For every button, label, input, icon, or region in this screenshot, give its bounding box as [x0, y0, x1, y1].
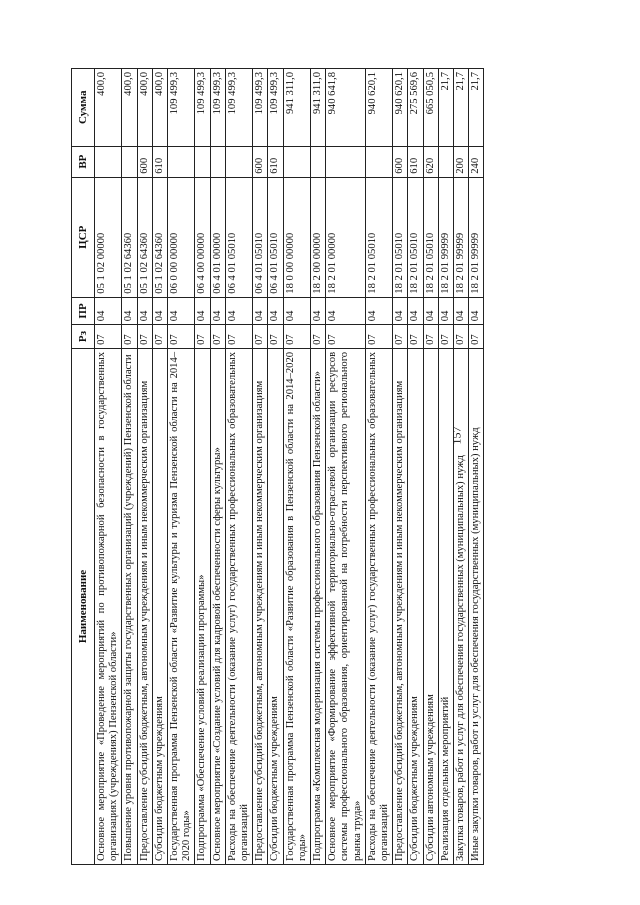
cell-sum: 21,7 [469, 69, 484, 147]
cell-vr [326, 146, 366, 177]
cell-name: Предоставление субсидий бюджетным, автономным учреждениям и иным некоммерческим организациям [393, 348, 408, 864]
cell-csr: 18 2 01 00000 [326, 177, 366, 297]
cell-vr [283, 146, 310, 177]
table-row [393, 69, 408, 865]
cell-sum: 275 569,6 [408, 69, 423, 147]
cell-pr: 04 [454, 297, 469, 324]
cell-csr: 05 1 02 64360 [122, 177, 137, 297]
cell-vr: 600 [137, 146, 152, 177]
cell-vr [210, 146, 225, 177]
table-header-row [72, 69, 95, 865]
cell-pr: 04 [95, 297, 122, 324]
cell-sum: 109 499,3 [168, 69, 195, 147]
cell-vr [195, 146, 210, 177]
cell-sum: 400,0 [122, 69, 137, 147]
cell-sum: 941 311,0 [311, 69, 326, 147]
cell-csr: 18 2 01 99999 [454, 177, 469, 297]
cell-name: Иные закупки товаров, работ и услуг для обеспечения государственных (муниципальных) нужд [469, 348, 484, 864]
cell-pr: 04 [326, 297, 366, 324]
cell-pr: 04 [423, 297, 438, 324]
cell-vr [365, 146, 392, 177]
cell-csr: 18 2 01 05010 [423, 177, 438, 297]
cell-rz: 07 [195, 325, 210, 349]
cell-pr: 04 [253, 297, 268, 324]
cell-name: Субсидии автономным учреждениям [423, 348, 438, 864]
cell-pr: 04 [393, 297, 408, 324]
cell-sum: 109 499,3 [225, 69, 252, 147]
table-row [469, 69, 484, 865]
table-row [195, 69, 210, 865]
cell-sum: 109 499,3 [268, 69, 283, 147]
cell-csr: 05 1 02 64360 [152, 177, 167, 297]
cell-vr: 200 [454, 146, 469, 177]
table-row [137, 69, 152, 865]
header-vr: ВР [72, 146, 95, 177]
cell-pr: 04 [137, 297, 152, 324]
cell-name: Основное мероприятие «Формирование эффективной территориально-отраслевой организации ресурсов системы профессионального образования, ориентированной на потребности перспективного регионального рынка труда» [326, 348, 366, 864]
cell-sum: 400,0 [152, 69, 167, 147]
cell-sum: 109 499,3 [253, 69, 268, 147]
cell-rz: 07 [311, 325, 326, 349]
cell-name: Закупка товаров, работ и услуг для обеспечения государственных (муниципальных) нужд [454, 348, 469, 864]
cell-csr: 18 2 01 05010 [393, 177, 408, 297]
cell-rz: 07 [469, 325, 484, 349]
cell-name: Государственная программа Пензенской области «Развитие культуры и туризма Пензенской области на 2014–2020 годы» [168, 348, 195, 864]
table-row [283, 69, 310, 865]
table-row [326, 69, 366, 865]
cell-rz: 07 [454, 325, 469, 349]
cell-sum: 109 499,3 [210, 69, 225, 147]
cell-vr [311, 146, 326, 177]
table-row [423, 69, 438, 865]
cell-pr: 04 [438, 297, 453, 324]
cell-rz: 07 [365, 325, 392, 349]
header-name: Наименование [72, 348, 95, 864]
cell-rz: 07 [393, 325, 408, 349]
table-row [152, 69, 167, 865]
cell-sum: 109 499,3 [195, 69, 210, 147]
table-row [454, 69, 469, 865]
table-row [168, 69, 195, 865]
table-body [95, 69, 484, 865]
cell-rz: 07 [137, 325, 152, 349]
cell-vr: 600 [393, 146, 408, 177]
cell-name: Субсидии бюджетным учреждениям [152, 348, 167, 864]
cell-pr: 04 [122, 297, 137, 324]
cell-name: Подпрограмма «Обеспечение условий реализации программы» [195, 348, 210, 864]
table-row [408, 69, 423, 865]
cell-csr: 06 4 01 05010 [268, 177, 283, 297]
cell-csr: 06 4 01 05010 [225, 177, 252, 297]
cell-csr: 18 2 01 99999 [438, 177, 453, 297]
cell-csr: 05 1 02 00000 [95, 177, 122, 297]
cell-csr: 18 2 00 00000 [311, 177, 326, 297]
cell-vr [438, 146, 453, 177]
cell-vr [122, 146, 137, 177]
cell-sum: 400,0 [137, 69, 152, 147]
cell-sum: 21,7 [454, 69, 469, 147]
cell-rz: 07 [326, 325, 366, 349]
cell-csr: 06 0 00 00000 [168, 177, 195, 297]
table-row [438, 69, 453, 865]
cell-vr: 620 [423, 146, 438, 177]
cell-rz: 07 [152, 325, 167, 349]
cell-csr: 18 2 01 05010 [365, 177, 392, 297]
cell-pr: 04 [268, 297, 283, 324]
budget-table-container [71, 68, 564, 865]
table-row [95, 69, 122, 865]
cell-rz: 07 [283, 325, 310, 349]
cell-sum: 941 311,0 [283, 69, 310, 147]
cell-csr: 18 2 01 99999 [469, 177, 484, 297]
cell-pr: 04 [408, 297, 423, 324]
cell-name: Повышение уровня противопожарной защиты государственных организаций (учреждений) Пензенской области [122, 348, 137, 864]
cell-sum: 940 620,1 [365, 69, 392, 147]
cell-pr: 04 [469, 297, 484, 324]
cell-sum: 940 641,8 [326, 69, 366, 147]
cell-rz: 07 [253, 325, 268, 349]
cell-name: Основное мероприятие «Создание условий для кадровой обеспеченности сферы культуры» [210, 348, 225, 864]
cell-pr: 04 [365, 297, 392, 324]
cell-name: Предоставление субсидий бюджетным, автономным учреждениям и иным некоммерческим организациям [253, 348, 268, 864]
cell-rz: 07 [225, 325, 252, 349]
cell-pr: 04 [283, 297, 310, 324]
cell-pr: 04 [195, 297, 210, 324]
cell-name: Субсидии бюджетным учреждениям [268, 348, 283, 864]
cell-csr: 18 2 01 05010 [408, 177, 423, 297]
cell-vr: 610 [268, 146, 283, 177]
cell-sum: 400,0 [95, 69, 122, 147]
header-rz: Рз [72, 325, 95, 349]
cell-vr: 610 [408, 146, 423, 177]
cell-csr: 18 0 00 00000 [283, 177, 310, 297]
table-row [210, 69, 225, 865]
page-number: 157 [449, 426, 464, 445]
cell-vr [225, 146, 252, 177]
cell-vr: 240 [469, 146, 484, 177]
table-row [365, 69, 392, 865]
cell-rz: 07 [95, 325, 122, 349]
cell-vr: 610 [152, 146, 167, 177]
table-row [268, 69, 283, 865]
cell-pr: 04 [168, 297, 195, 324]
cell-pr: 04 [210, 297, 225, 324]
table-row [311, 69, 326, 865]
table-row [122, 69, 137, 865]
cell-vr: 600 [253, 146, 268, 177]
cell-sum: 21,7 [438, 69, 453, 147]
table-row [225, 69, 252, 865]
cell-pr: 04 [152, 297, 167, 324]
header-csr: ЦСР [72, 177, 95, 297]
cell-sum: 940 620,1 [393, 69, 408, 147]
cell-rz: 07 [122, 325, 137, 349]
cell-rz: 07 [268, 325, 283, 349]
cell-rz: 07 [423, 325, 438, 349]
cell-pr: 04 [225, 297, 252, 324]
header-pr: ПР [72, 297, 95, 324]
cell-rz: 07 [438, 325, 453, 349]
cell-vr [168, 146, 195, 177]
cell-vr [95, 146, 122, 177]
header-sum: Сумма [72, 69, 95, 147]
cell-name: Субсидии бюджетным учреждениям [408, 348, 423, 864]
cell-name: Реализация отдельных мероприятий [438, 348, 453, 864]
cell-csr: 06 4 00 00000 [195, 177, 210, 297]
cell-rz: 07 [168, 325, 195, 349]
cell-rz: 07 [408, 325, 423, 349]
cell-csr: 05 1 02 64360 [137, 177, 152, 297]
cell-csr: 06 4 01 05010 [253, 177, 268, 297]
cell-sum: 665 050,5 [423, 69, 438, 147]
budget-table [71, 68, 484, 865]
cell-name: Подпрограмма «Комплексная модернизация системы профессионального образования Пензенской области» [311, 348, 326, 864]
cell-name: Расходы на обеспечение деятельности (оказание услуг) государственных профессиональных образовательных организаций [225, 348, 252, 864]
cell-name: Государственная программа Пензенской области «Развитие образования в Пензенской области на 2014–2020 годы» [283, 348, 310, 864]
cell-pr: 04 [311, 297, 326, 324]
cell-name: Предоставление субсидий бюджетным, автономным учреждениям и иным некоммерческим организациям [137, 348, 152, 864]
cell-rz: 07 [210, 325, 225, 349]
cell-name: Расходы на обеспечение деятельности (оказание услуг) государственных профессиональных образовательных организаций [365, 348, 392, 864]
cell-name: Основное мероприятие «Проведение мероприятий по противопожарной безопасности в государственных организациях (учреждениях) Пензенской области» [95, 348, 122, 864]
table-row [253, 69, 268, 865]
cell-csr: 06 4 01 00000 [210, 177, 225, 297]
